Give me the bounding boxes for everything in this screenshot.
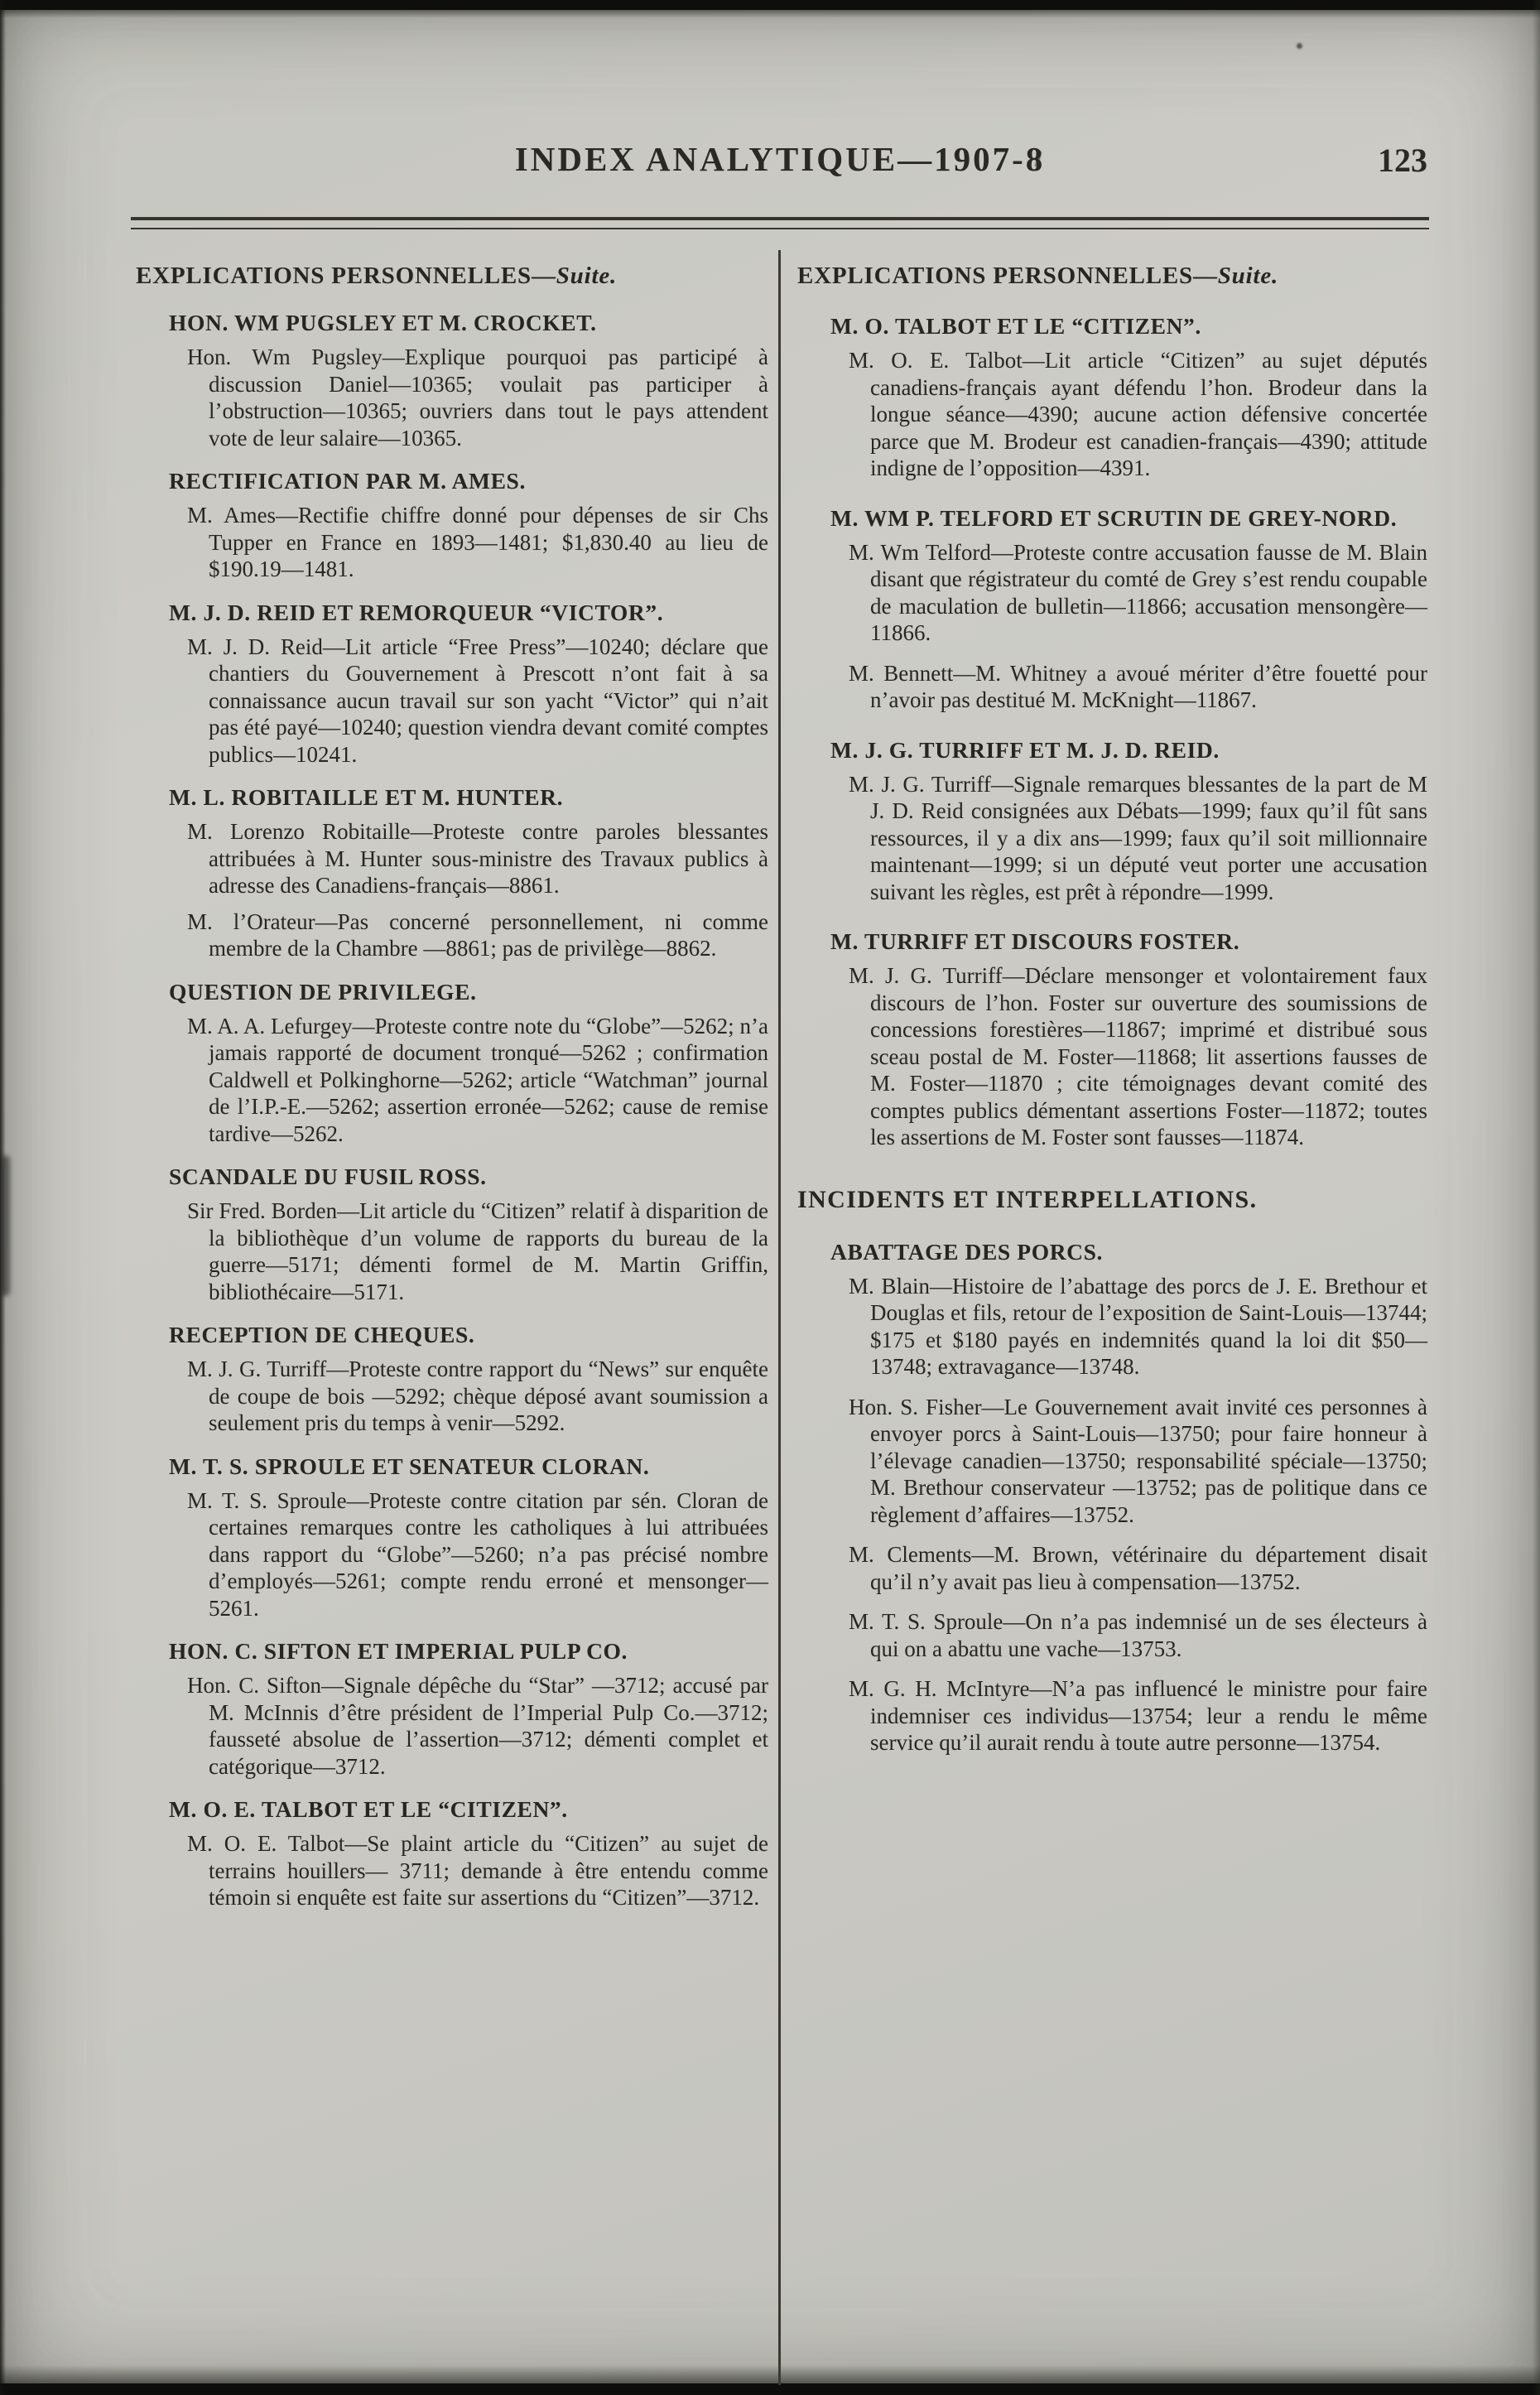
index-entry: Hon. S. Fisher—Le Gouvernement avait invité ces personnes à envoyer porcs à Saint-Louis—13750; pour faire honneur à l’élevage canadien—13750; responsabilité spéciale—13750; M. Brethour conservateur —13752; pas de politique dans ce règlement d’affaires—13752.	[849, 1394, 1427, 1527]
right-column	[781, 250, 1429, 2385]
index-entry: Hon. C. Sifton—Signale dépêche du “Star” —3712; accusé par M. McInnis d’être président de l’Imperial Pulp Co.—3712; fausseté absolue de l’assertion—3712; démenti complet et catégorique—3712.	[187, 1673, 768, 1779]
scan-artifact-right-edge	[1533, 0, 1540, 2395]
index-entry: M. Wm Telford—Proteste contre accusation fausse de M. Blain disant que régistrateur du comté de Grey s’est rendu coupable de maculation de bulletin—11866; accusation mensongère—11866.	[849, 539, 1427, 645]
column-heading-suite: Suite.	[1217, 263, 1279, 289]
page-header-title: INDEX ANALYTIQUE—1907-8	[514, 140, 1046, 178]
index-entry: M. J. G. Turriff—Déclare mensonger et volontairement faux discours de l’hon. Foster sur ouverture des soumissions de concessions forestières—11867; imprimé et distribué sous sceau postal de M. Foster—11868; lit assertions fausses de M. Foster—11870 ; cite témoignages devant comité des comptes publics démentant assertions Foster—11872; toutes les assertions de M. Foster sont fausses—11874.	[849, 963, 1427, 1149]
index-section	[136, 598, 768, 769]
scan-artifact-top-edge	[0, 0, 1540, 10]
index-section	[136, 977, 768, 1148]
index-entry: M. J. G. Turriff—Signale remarques blessantes de la part de M J. D. Reid consignées aux Débats—1999; faux qu’il fût sans ressources, il y a dix ans—1999; faux qu’il soit millionnaire maintenant—1999; si un député veut porter une accusation suivant les règles, est prêt à répondre—1999.	[849, 771, 1427, 904]
scan-artifact-smudge	[0, 1155, 10, 1296]
section-title: M. L. ROBITAILLE ET M. HUNTER.	[169, 784, 564, 810]
left-column-sections	[136, 308, 768, 1911]
index-section	[797, 311, 1427, 482]
section-title: QUESTION DE PRIVILEGE.	[169, 978, 477, 1005]
index-entry: M. Bennett—M. Whitney a avoué mériter d’être fouetté pour n’avoir pas destitué M. McKnight—11867.	[849, 660, 1427, 712]
section-title: M. O. E. TALBOT ET LE “CITIZEN”.	[169, 1796, 568, 1822]
section-title: M. TURRIFF ET DISCOURS FOSTER.	[830, 928, 1240, 954]
section-title: HON. C. SIFTON ET IMPERIAL PULP CO.	[169, 1638, 628, 1664]
index-entry: M. G. H. McIntyre—N’a pas influencé le ministre pour faire indemniser ces individus—13754; leur a rendu le même service qu’il aurait rendu à toute autre personne—13754.	[849, 1676, 1427, 1755]
index-entry: Hon. Wm Pugsley—Explique pourquoi pas participé à discussion Daniel—10365; voulait pas participer à l’obstruction—10365; ouvriers dans tout le pays attendent vote de leur salaire—10365.	[187, 345, 768, 451]
section-title: M. T. S. SPROULE ET SENATEUR CLORAN.	[169, 1453, 650, 1479]
index-entry: M. J. D. Reid—Lit article “Free Press”—10240; déclare que chantiers du Gouvernement à Prescott n’ont fait à sa connaissance aucun travail sur son yacht “Victor” qui n’ait pas été payé—10240; question viendra devant comité comptes publics—10241.	[187, 634, 768, 767]
index-section	[797, 504, 1427, 714]
header-double-rule	[131, 217, 1429, 229]
scan-artifact-bottom-edge	[0, 2383, 1540, 2395]
index-entry: M. A. A. Lefurgey—Proteste contre note du “Globe”—5262; n’a jamais rapporté de document tronqué—5262 ; confirmation Caldwell et Polkinghorne—5262; article “Watchman” journal de l’I.P.-E.—5262; assertion erronée—5262; cause de remise tardive—5262.	[187, 1013, 768, 1146]
index-entry: M. O. E. Talbot—Lit article “Citizen” au sujet députés canadiens-français ayant défendu l’hon. Brodeur dans la longue séance—4390; aucune action défensive concertée parce que M. Brodeur est canadien-français—4390; attitude indigne de l’opposition—4391.	[849, 348, 1427, 480]
index-section	[136, 1636, 768, 1780]
section-title: RECTIFICATION PAR M. AMES.	[169, 468, 526, 494]
index-section	[136, 1320, 768, 1437]
main-heading-section	[797, 1184, 1427, 1216]
index-section	[797, 1237, 1427, 1756]
column-heading-text: EXPLICATIONS PERSONNELLES—	[797, 263, 1218, 289]
left-column	[131, 250, 778, 2385]
index-section	[797, 735, 1427, 906]
index-section	[136, 1795, 768, 1911]
index-entry: M. l’Orateur—Pas concerné personnellement, ni comme membre de la Chambre —8861; pas de privilège—8862.	[187, 908, 768, 961]
page-header	[131, 139, 1429, 189]
scan-artifact-top-fade	[0, 10, 1540, 18]
page-number: 123	[1378, 142, 1427, 179]
section-title: M. O. TALBOT ET LE “CITIZEN”.	[830, 313, 1201, 339]
index-entry: M. T. S. Sproule—On n’a pas indemnisé un de ses électeurs à qui on a abattu une vache—13753.	[849, 1609, 1427, 1661]
section-title: RECEPTION DE CHEQUES.	[169, 1322, 475, 1347]
index-section	[136, 783, 768, 962]
index-entry: M. J. G. Turriff—Proteste contre rapport du “News” sur enquête de coupe de bois —5292; chèque déposé avant soumission a seulement pris du temps à venir—5292.	[187, 1357, 768, 1435]
left-column-heading	[136, 262, 768, 290]
index-entry: M. Blain—Histoire de l’abattage des porcs de J. E. Brethour et Douglas et fils, retour de l’exposition de Saint-Louis—13744; $175 et $180 payés en indemnités quand la loi dit $50—13748; extravagance—13748.	[849, 1273, 1427, 1379]
index-section	[136, 308, 768, 451]
section-title: SCANDALE DU FUSIL ROSS.	[169, 1164, 487, 1189]
main-heading: INCIDENTS ET INTERPELLATIONS.	[797, 1185, 1258, 1213]
index-columns	[131, 250, 1429, 2385]
index-entry: Sir Fred. Borden—Lit article du “Citizen” relatif à disparition de la bibliothèque d’un volume de rapports du bureau de la guerre—5171; démenti formel de M. Martin Griffin, bibliothécaire—5171.	[187, 1198, 768, 1304]
index-section	[136, 1452, 768, 1622]
right-column-heading	[797, 262, 1427, 290]
index-entry: M. O. E. Talbot—Se plaint article du “Citizen” au sujet de terrains houillers— 3711; demande à être entendu comme témoin si enquête est faite sur assertions du “Citizen”—3712.	[187, 1831, 768, 1910]
right-column-sections	[797, 311, 1427, 1756]
section-title: M. J. D. REID ET REMORQUEUR “VICTOR”.	[169, 599, 664, 625]
index-section	[136, 466, 768, 583]
index-entry: M. T. S. Sproule—Proteste contre citation par sén. Cloran de certaines remarques contre les catholiques à lui attribuées dans rapport du “Globe”—5260; n’a pas précisé nombre d’employés—5261; compte rendu erroné et mensonger—5261.	[187, 1487, 768, 1621]
scan-artifact-dot	[1297, 43, 1302, 49]
section-title: HON. WM PUGSLEY ET M. CROCKET.	[169, 310, 597, 335]
index-entry: M. Clements—M. Brown, vétérinaire du département disait qu’il n’y avait pas lieu à compensation—13752.	[849, 1542, 1427, 1594]
index-entry: M. Ames—Rectifie chiffre donné pour dépenses de sir Chs Tupper en France en 1893—1481; $1,830.40 au lieu de $190.19—1481.	[187, 503, 768, 581]
section-title: ABATTAGE DES PORCS.	[830, 1238, 1103, 1265]
index-section	[136, 1162, 768, 1305]
column-heading-suite: Suite.	[556, 263, 618, 289]
section-title: M. WM P. TELFORD ET SCRUTIN DE GREY-NORD.	[830, 504, 1398, 531]
index-entry: M. Lorenzo Robitaille—Proteste contre paroles blessantes attribuées à M. Hunter sous-ministre des Travaux publics à adresse des Canadiens-français—8861.	[187, 819, 768, 898]
index-section	[797, 927, 1427, 1151]
section-title: M. J. G. TURRIFF ET M. J. D. REID.	[830, 736, 1220, 763]
column-heading-text: EXPLICATIONS PERSONNELLES—	[136, 263, 556, 289]
